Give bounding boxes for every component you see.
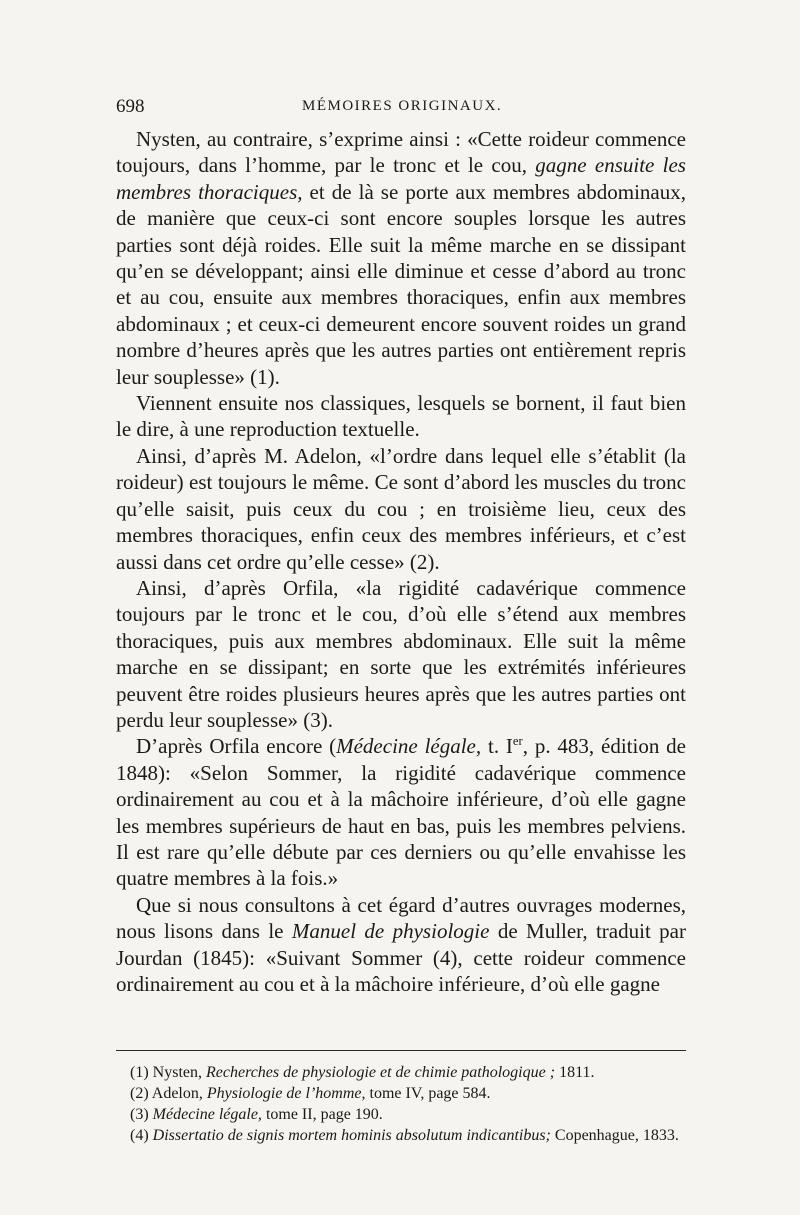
text-run: Copenhague, 1833. (550, 1127, 679, 1144)
italic-run: Médecine légale, (152, 1106, 262, 1123)
superscript: er (512, 734, 523, 749)
text-run: tome IV, page 584. (365, 1085, 491, 1102)
text-run: de Muller, traduit par Jourdan (1845): «Suivant Sommer (4), cette roideur commence ordinairement au cou et à la mâchoire inférieure, d’où elle gagne (116, 919, 686, 996)
italic-run: gagne ensuite les membres thoraciques, (116, 153, 686, 204)
footnote-4 (116, 1125, 686, 1146)
text-run: Que si nous consultons à cet égard d’autres ouvrages modernes, nous lisons dans le (116, 892, 686, 944)
footnote-1 (116, 1062, 686, 1083)
paragraph-classiques: Viennent ensuite nos classiques, lesquels se bornent, il faut bien le dire, à une reproduction textuelle. (116, 391, 686, 442)
text-run: tome II, page 190. (261, 1106, 383, 1123)
paragraph-adelon: Ainsi, d’après M. Adelon, «l’ordre dans lequel elle s’établit (la roideur) est toujours le même. Ce sont d’abord les muscles du tronc qu’elle saisit, puis ceux du cou ; en troisième lieu, ceux des membres thoraciques, enfin ceux des membres inférieurs, et c’est aussi dans cet ordre qu’elle cesse» (2). (116, 443, 686, 574)
text-run: 1811. (555, 1064, 595, 1081)
italic-run: Dissertatio de signis mortem hominis absolutum indicantibus; (152, 1127, 551, 1144)
paragraph-orfila: Ainsi, d’après Orfila, «la rigidité cadavérique commence toujours par le tronc et le cou, d’où elle s’étend aux membres thoraciques, puis aux membres abdominaux. Elle suit la même marche en se dissipant; en sorte que les extrémités inférieures peuvent être roides plusieurs heures après que les autres parties ont perdu leur souplesse» (3). (116, 575, 686, 732)
paragraph-orfila-encore (116, 733, 686, 891)
footnotes (116, 1062, 686, 1146)
text-run: (4) (130, 1127, 153, 1144)
text-run: Nysten, au contraire, s’exprime ainsi : «Cette roideur commence toujours, dans l’homme, par le tronc et le cou, (116, 127, 686, 178)
italic-run: Physiologie de l’homme, (206, 1085, 366, 1102)
text-run: et de là se porte aux membres abdominaux, de manière que ceux-ci sont encore souples lorsque les autres parties sont déjà roides. Elle suit la même marche en se dissipant qu’en se développant; ainsi elle diminue et cesse d’abord au tronc et au cou, ensuite aux membres thoraciques, enfin aux membres abdominaux ; et ceux-ci demeurent encore souvent roides un grand nombre d’heures après que les autres parties ont entièrement repris leur souplesse» (1). (116, 179, 686, 389)
body-text (116, 126, 686, 997)
text-run: (3) (130, 1106, 153, 1123)
paragraph-muller (116, 892, 686, 998)
footnote-3 (116, 1104, 686, 1125)
paragraph-nysten (116, 126, 686, 390)
text-run: (2) Adelon, (130, 1085, 207, 1102)
footnote-rule (116, 1050, 686, 1051)
page-header (116, 96, 688, 120)
text-run: D’après Orfila encore ( (136, 734, 337, 759)
text-run: (1) Nysten, (130, 1064, 206, 1081)
italic-run: Recherches de physiologie et de chimie pathologique ; (205, 1064, 556, 1081)
footnote-2 (116, 1083, 686, 1104)
running-title: MÉMOIRES ORIGINAUX. (302, 98, 503, 114)
italic-run: Médecine légale, (336, 734, 482, 759)
text-run: , p. 483, édition de 1848): «Selon Sommer, la rigidité cadavérique commence ordinairement au cou et à la mâchoire inférieure, d’où elle gagne les membres supérieurs de haut en bas, puis les membres pelviens. Il est rare qu’elle débute par ces derniers ou qu’elle envahisse les quatre membres à la fois.» (116, 734, 687, 891)
page-number: 698 (116, 96, 145, 117)
italic-run: Manuel de physiologie (291, 919, 490, 944)
text-run: t. I (481, 734, 513, 759)
